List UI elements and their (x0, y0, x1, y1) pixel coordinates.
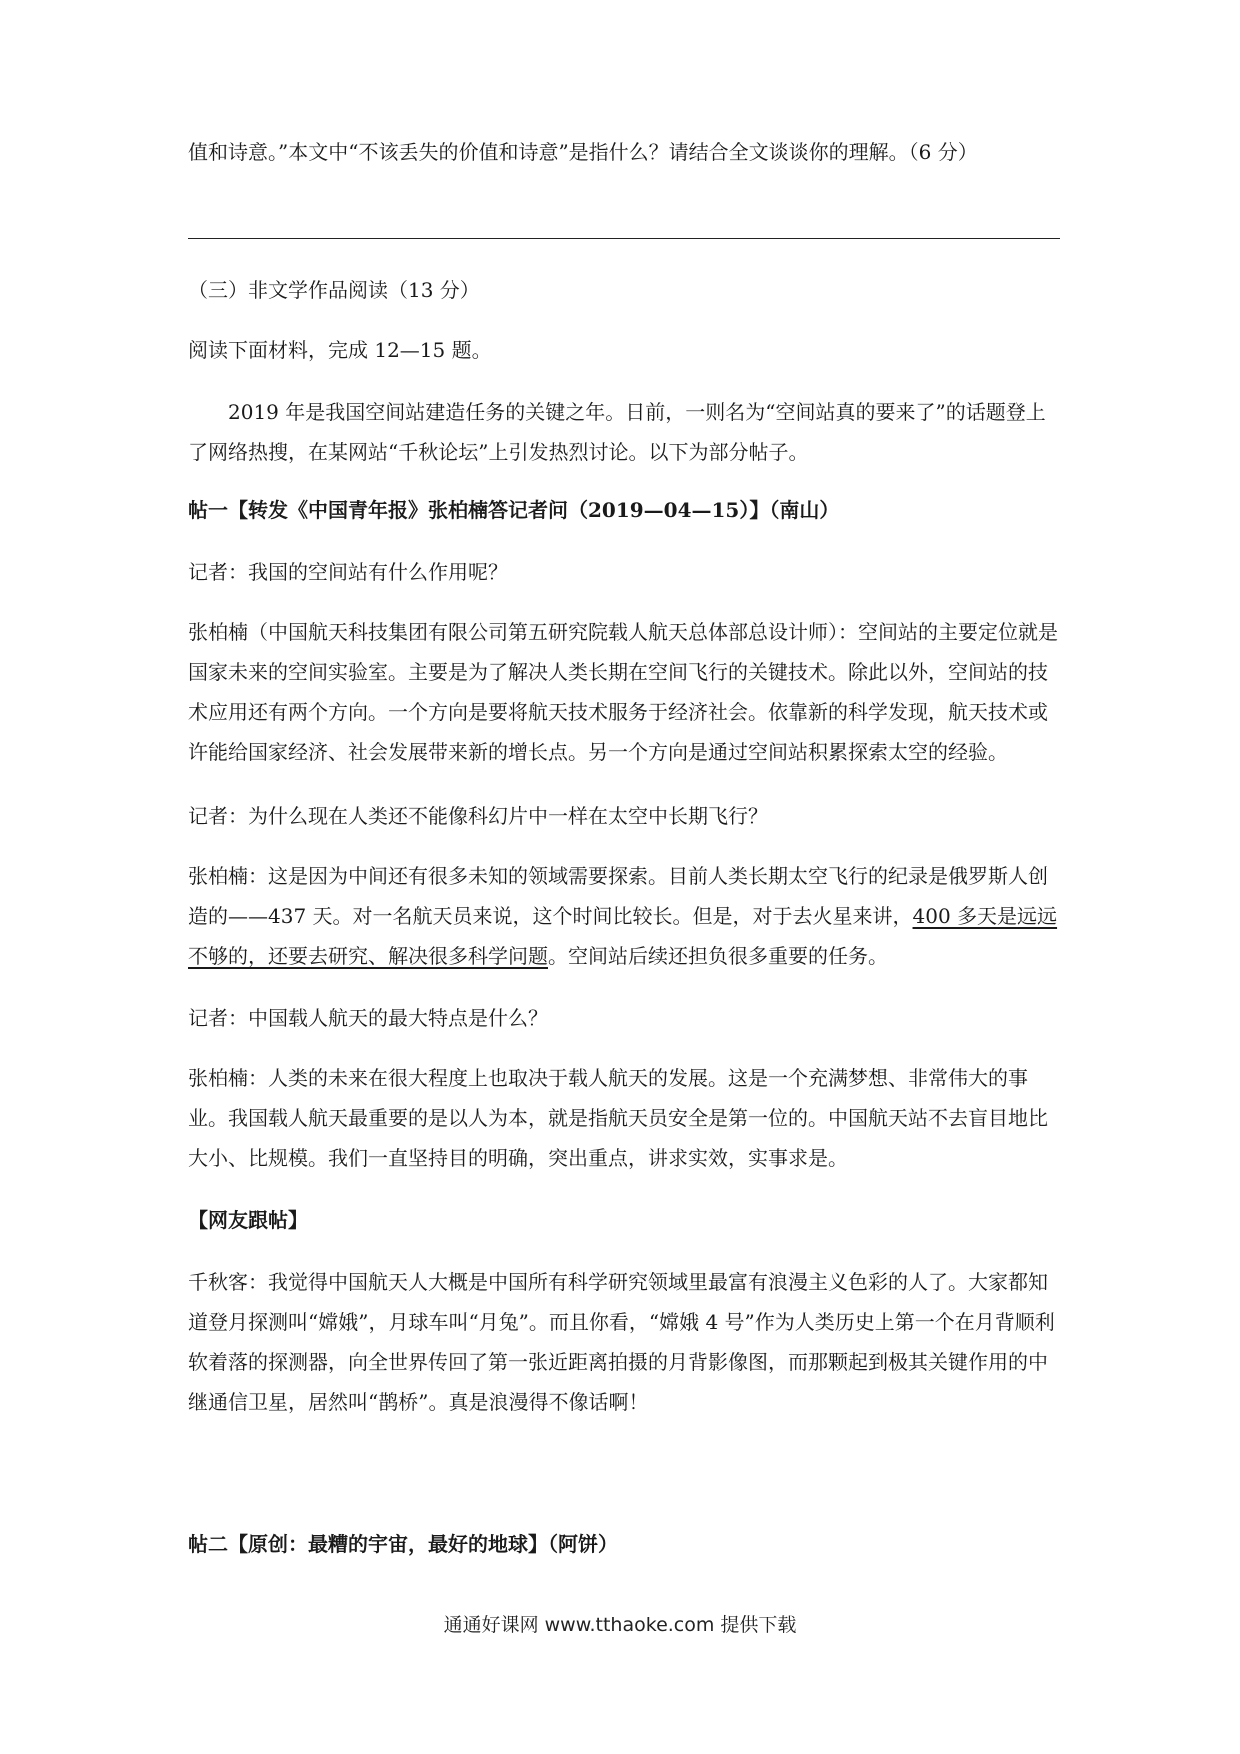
intro-paragraph: 2019 年是我国空间站建造任务的关键之年。日前，一则名为“空间站真的要来了”的话题登上了网络热搜，在某网站“千秋论坛”上引发热烈讨论。以下为部分帖子。 (188, 400, 1046, 464)
reporter-question-1: 记者：我国的空间站有什么作用呢？ (188, 560, 508, 584)
question-tail: 值和诗意。”本文中“不该丢失的价值和诗意”是指什么？请结合全文谈谈你的理解。（6 分） (188, 140, 978, 164)
section-heading: （三）非文学作品阅读（13 分） (188, 278, 480, 302)
answer-2 (188, 856, 1060, 976)
answer-line (188, 238, 1060, 239)
post1-title: 帖一【转发《中国青年报》张柏楠答记者问（2019—04—15）】（南山） (188, 498, 840, 522)
reporter-question-2: 记者：为什么现在人类还不能像科幻片中一样在太空中长期飞行？ (188, 804, 768, 828)
underlined-phrase: 400 多天是远远不够的，还要去研究、解决很多科学问题 (188, 904, 1058, 968)
answer-2-part-1: 张柏楠：这是因为中间还有很多未知的领域需要探索。目前人类长期太空飞行的纪录是俄罗斯人创造的——437 天。对一名航天员来说，这个时间比较长。但是，对于去火星来讲， (188, 864, 1048, 928)
instruction-text: 阅读下面材料，完成 12—15 题。 (188, 338, 492, 362)
answer-3: 张柏楠：人类的未来在很大程度上也取决于载人航天的发展。这是一个充满梦想、非常伟大的事业。我国载人航天最重要的是以人为本，就是指航天员安全是第一位的。中国航天站不去盲目地比大小、比规模。我们一直坚持目的明确，突出重点，讲求实效，实事求是。 (188, 1066, 1048, 1170)
reply-heading: 【网友跟帖】 (188, 1208, 308, 1232)
reporter-question-3: 记者：中国载人航天的最大特点是什么？ (188, 1006, 548, 1030)
answer-2-part-2: 。空间站后续还担负很多重要的任务。 (548, 944, 888, 968)
answer-1: 张柏楠（中国航天科技集团有限公司第五研究院载人航天总体部总设计师）：空间站的主要定位就是国家未来的空间实验室。主要是为了解决人类长期在空间飞行的关键技术。除此以外，空间站的技术应用还有两个方向。一个方向是要将航天技术服务于经济社会。依靠新的科学发现，航天技术或许能给国家经济、社会发展带来新的增长点。另一个方向是通过空间站积累探索太空的经验。 (188, 620, 1058, 764)
footer-watermark: 通通好课网 www.tthaoke.com 提供下载 (443, 1614, 797, 1636)
reply-post: 千秋客：我觉得中国航天人大概是中国所有科学研究领域里最富有浪漫主义色彩的人了。大家都知道登月探测叫“嫦娥”，月球车叫“月兔”。而且你看，“嫦娥 4 号”作为人类历史上第一个在月背顺利软着落的探测器，向全世界传回了第一张近距离拍摄的月背影像图，而那颗起到极其关键作用的中继通信卫星，居然叫“鹊桥”。真是浪漫得不像话啊！ (188, 1270, 1055, 1414)
document-page (188, 0, 1060, 1754)
post2-title: 帖二【原创：最糟的宇宙，最好的地球】（阿饼） (188, 1532, 618, 1556)
